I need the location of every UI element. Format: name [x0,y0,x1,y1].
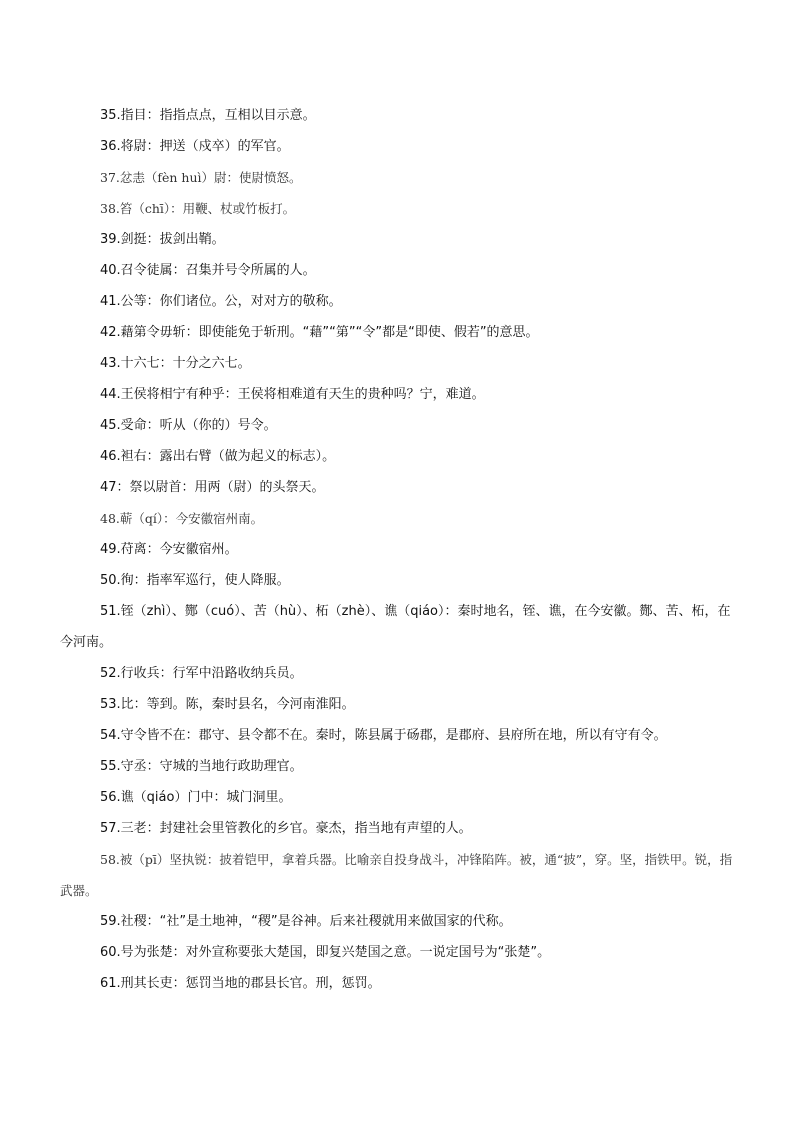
annotation-item: 57.三老：封建社会里管教化的乡官。豪杰，指当地有声望的人。 [100,821,472,836]
annotation-item: 48.蕲（qí）：今安徽宿州南。 [100,511,264,526]
annotation-item: 38.笞（chī）：用鞭、杖或竹板打。 [100,201,296,216]
annotation-item: 60.号为张楚：对外宣称要张大楚国，即复兴楚国之意。一说定国号为“张楚”。 [100,945,551,960]
annotation-item: 37.忿恚（fèn huì）尉：使尉愤怒。 [100,170,302,185]
annotation-item: 51.铚（zhì）、酂（cuó）、苦（hù）、柘（zhè）、谯（qiáo）：秦时地名，铚、谯，在今安徽。酂、苦、柘，在今河南。 [60,604,731,650]
annotation-item: 41.公等：你们诸位。公，对对方的敬称。 [100,294,342,309]
annotation-item: 46.袒右：露出右臂（做为起义的标志）。 [100,449,336,464]
annotation-item: 47：祭以尉首：用两（尉）的头祭天。 [100,480,325,495]
annotation-item: 44.王侯将相宁有种乎：王侯将相难道有天生的贵种吗？宁，难道。 [100,387,485,402]
annotation-item: 36.将尉：押送（戍卒）的军官。 [100,139,290,154]
annotation-item: 43.十六七：十分之六七。 [100,356,251,371]
annotation-item: 42.藉第令毋斩：即使能免于斩刑。“藉”“第”“令”都是“即使、假若”的意思。 [100,325,539,340]
annotation-item: 49.苻离：今安徽宿州。 [100,542,238,557]
annotation-item: 54.守令皆不在：郡守、县令都不在。秦时，陈县属于砀郡，是郡府、县府所在地，所以有守有令。 [100,728,667,743]
annotation-item: 39.剑挺：拔剑出鞘。 [100,232,225,247]
annotation-item: 55.守丞：守城的当地行政助理官。 [100,759,303,774]
annotation-item: 35.指目：指指点点，互相以目示意。 [100,108,316,123]
annotation-item: 40.召令徒属：召集并号令所属的人。 [100,263,316,278]
annotation-item: 52.行收兵：行军中沿路收纳兵员。 [100,666,303,681]
annotation-item: 53.比：等到。陈，秦时县名，今河南淮阳。 [100,697,355,712]
annotation-list [60,100,734,999]
annotation-item: 59.社稷：“社”是土地神，“稷”是谷神。后来社稷就用来做国家的代称。 [100,914,512,929]
annotation-item: 61.刑其长吏：惩罚当地的郡县长官。刑，惩罚。 [100,976,381,991]
annotation-item: 45.受命：听从（你的）号令。 [100,418,277,433]
annotation-item: 58.被（pī）坚执锐：披着铠甲，拿着兵器。比喻亲自投身战斗，冲锋陷阵。被，通“披”，穿。坚，指铁甲。锐，指武器。 [60,852,733,898]
annotation-item: 50.徇：指率军巡行，使人降服。 [100,573,290,588]
annotation-item: 56.谯（qiáo）门中：城门洞里。 [100,790,292,805]
